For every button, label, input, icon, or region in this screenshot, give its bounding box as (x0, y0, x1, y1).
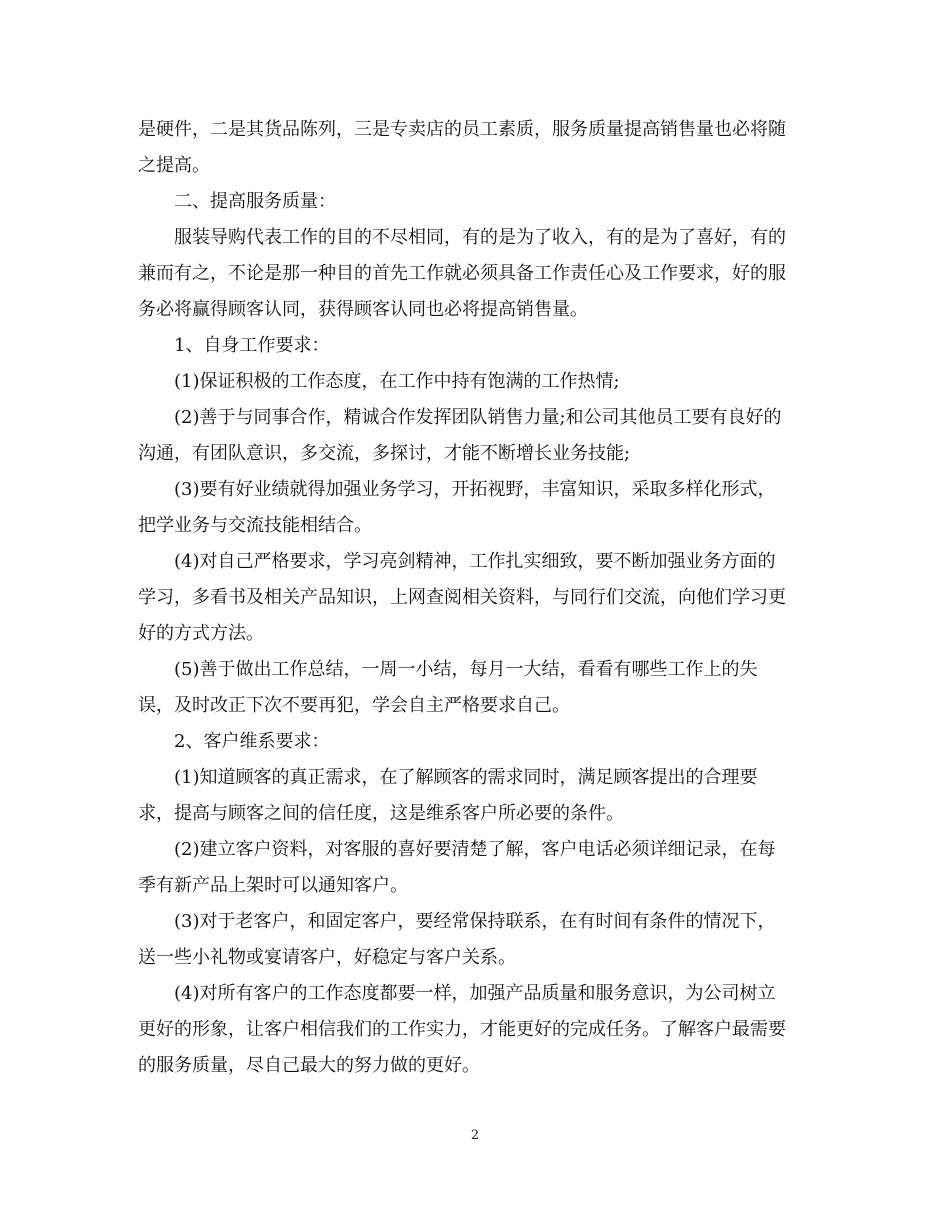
text-line: (4)对所有客户的工作态度都要一样，加强产品质量和服务意识，为公司树立 (174, 983, 776, 1004)
list-item-customer-1 (138, 760, 814, 832)
list-item-customer-4 (138, 976, 814, 1084)
text-line: 是硬件，二是其货品陈列，三是专卖店的员工素质，服务质量提高销售量也必将随 (138, 119, 786, 140)
text-line: (5)善于做出工作总结，一周一小结，每月一大结，看看有哪些工作上的失 (174, 659, 758, 680)
subheading-customer-requirements (138, 724, 814, 760)
text-line: 务必将赢得顾客认同，获得顾客认同也必将提高销售量。 (138, 299, 588, 320)
text-line: 之提高。 (138, 155, 210, 176)
page-number: 2 (470, 1128, 480, 1143)
text-line: (2)建立客户资料，对客服的喜好要清楚了解，客户电话必须详细记录，在每 (174, 839, 776, 860)
list-item-customer-3 (138, 904, 814, 976)
text-line: 把学业务与交流技能相结合。 (138, 515, 372, 536)
list-item-self-4 (138, 544, 814, 652)
text-line: 季有新产品上架时可以通知客户。 (138, 875, 408, 896)
section-heading-service-quality (138, 184, 814, 220)
text-line: (2)善于与同事合作，精诚合作发挥团队销售力量;和公司其他员工要有良好的 (174, 407, 782, 428)
text-line: (3)要有好业绩就得加强业务学习，开拓视野，丰富知识，采取多样化形式， (174, 479, 776, 500)
text-line: 沟通，有团队意识，多交流，多探讨，才能不断增长业务技能; (138, 443, 631, 464)
list-item-self-3 (138, 472, 814, 544)
list-item-customer-2 (138, 832, 814, 904)
list-item-self-5 (138, 652, 814, 724)
list-item-self-1 (138, 364, 814, 400)
text-line: (3)对于老客户，和固定客户，要经常保持联系，在有时间有条件的情况下， (174, 911, 776, 932)
paragraph-continuation (138, 112, 814, 184)
text-line: 送一些小礼物或宴请客户，好稳定与客户关系。 (138, 947, 516, 968)
paragraph-service-intro (138, 220, 814, 328)
text-line: (1)保证积极的工作态度，在工作中持有饱满的工作热情; (174, 371, 620, 392)
heading-line: 二、提高服务质量： (174, 191, 336, 212)
heading-line: 2、客户维系要求： (174, 731, 330, 752)
text-line: 服装导购代表工作的目的不尽相同，有的是为了收入，有的是为了喜好，有的 (174, 227, 786, 248)
heading-line: 1、自身工作要求： (174, 335, 330, 356)
text-line: (1)知道顾客的真正需求，在了解顾客的需求同时，满足顾客提出的合理要 (174, 767, 758, 788)
text-line: 求，提高与顾客之间的信任度，这是维系客户所必要的条件。 (138, 803, 624, 824)
text-line: 兼而有之，不论是那一种目的首先工作就必须具备工作责任心及工作要求，好的服 (138, 263, 786, 284)
document-body (138, 112, 814, 1084)
text-line: 好的方式方法。 (138, 623, 264, 644)
text-line: 更好的形象，让客户相信我们的工作实力，才能更好的完成任务。了解客户最需要 (138, 1019, 786, 1040)
text-line: 的服务质量，尽自己最大的努力做的更好。 (138, 1055, 480, 1076)
text-line: (4)对自己严格要求，学习亮剑精神，工作扎实细致，要不断加强业务方面的 (174, 551, 776, 572)
text-line: 学习，多看书及相关产品知识，上网查阅相关资料，与同行们交流，向他们学习更 (138, 587, 786, 608)
text-line: 误，及时改正下次不要再犯，学会自主严格要求自己。 (138, 695, 570, 716)
subheading-self-requirements (138, 328, 814, 364)
list-item-self-2 (138, 400, 814, 472)
